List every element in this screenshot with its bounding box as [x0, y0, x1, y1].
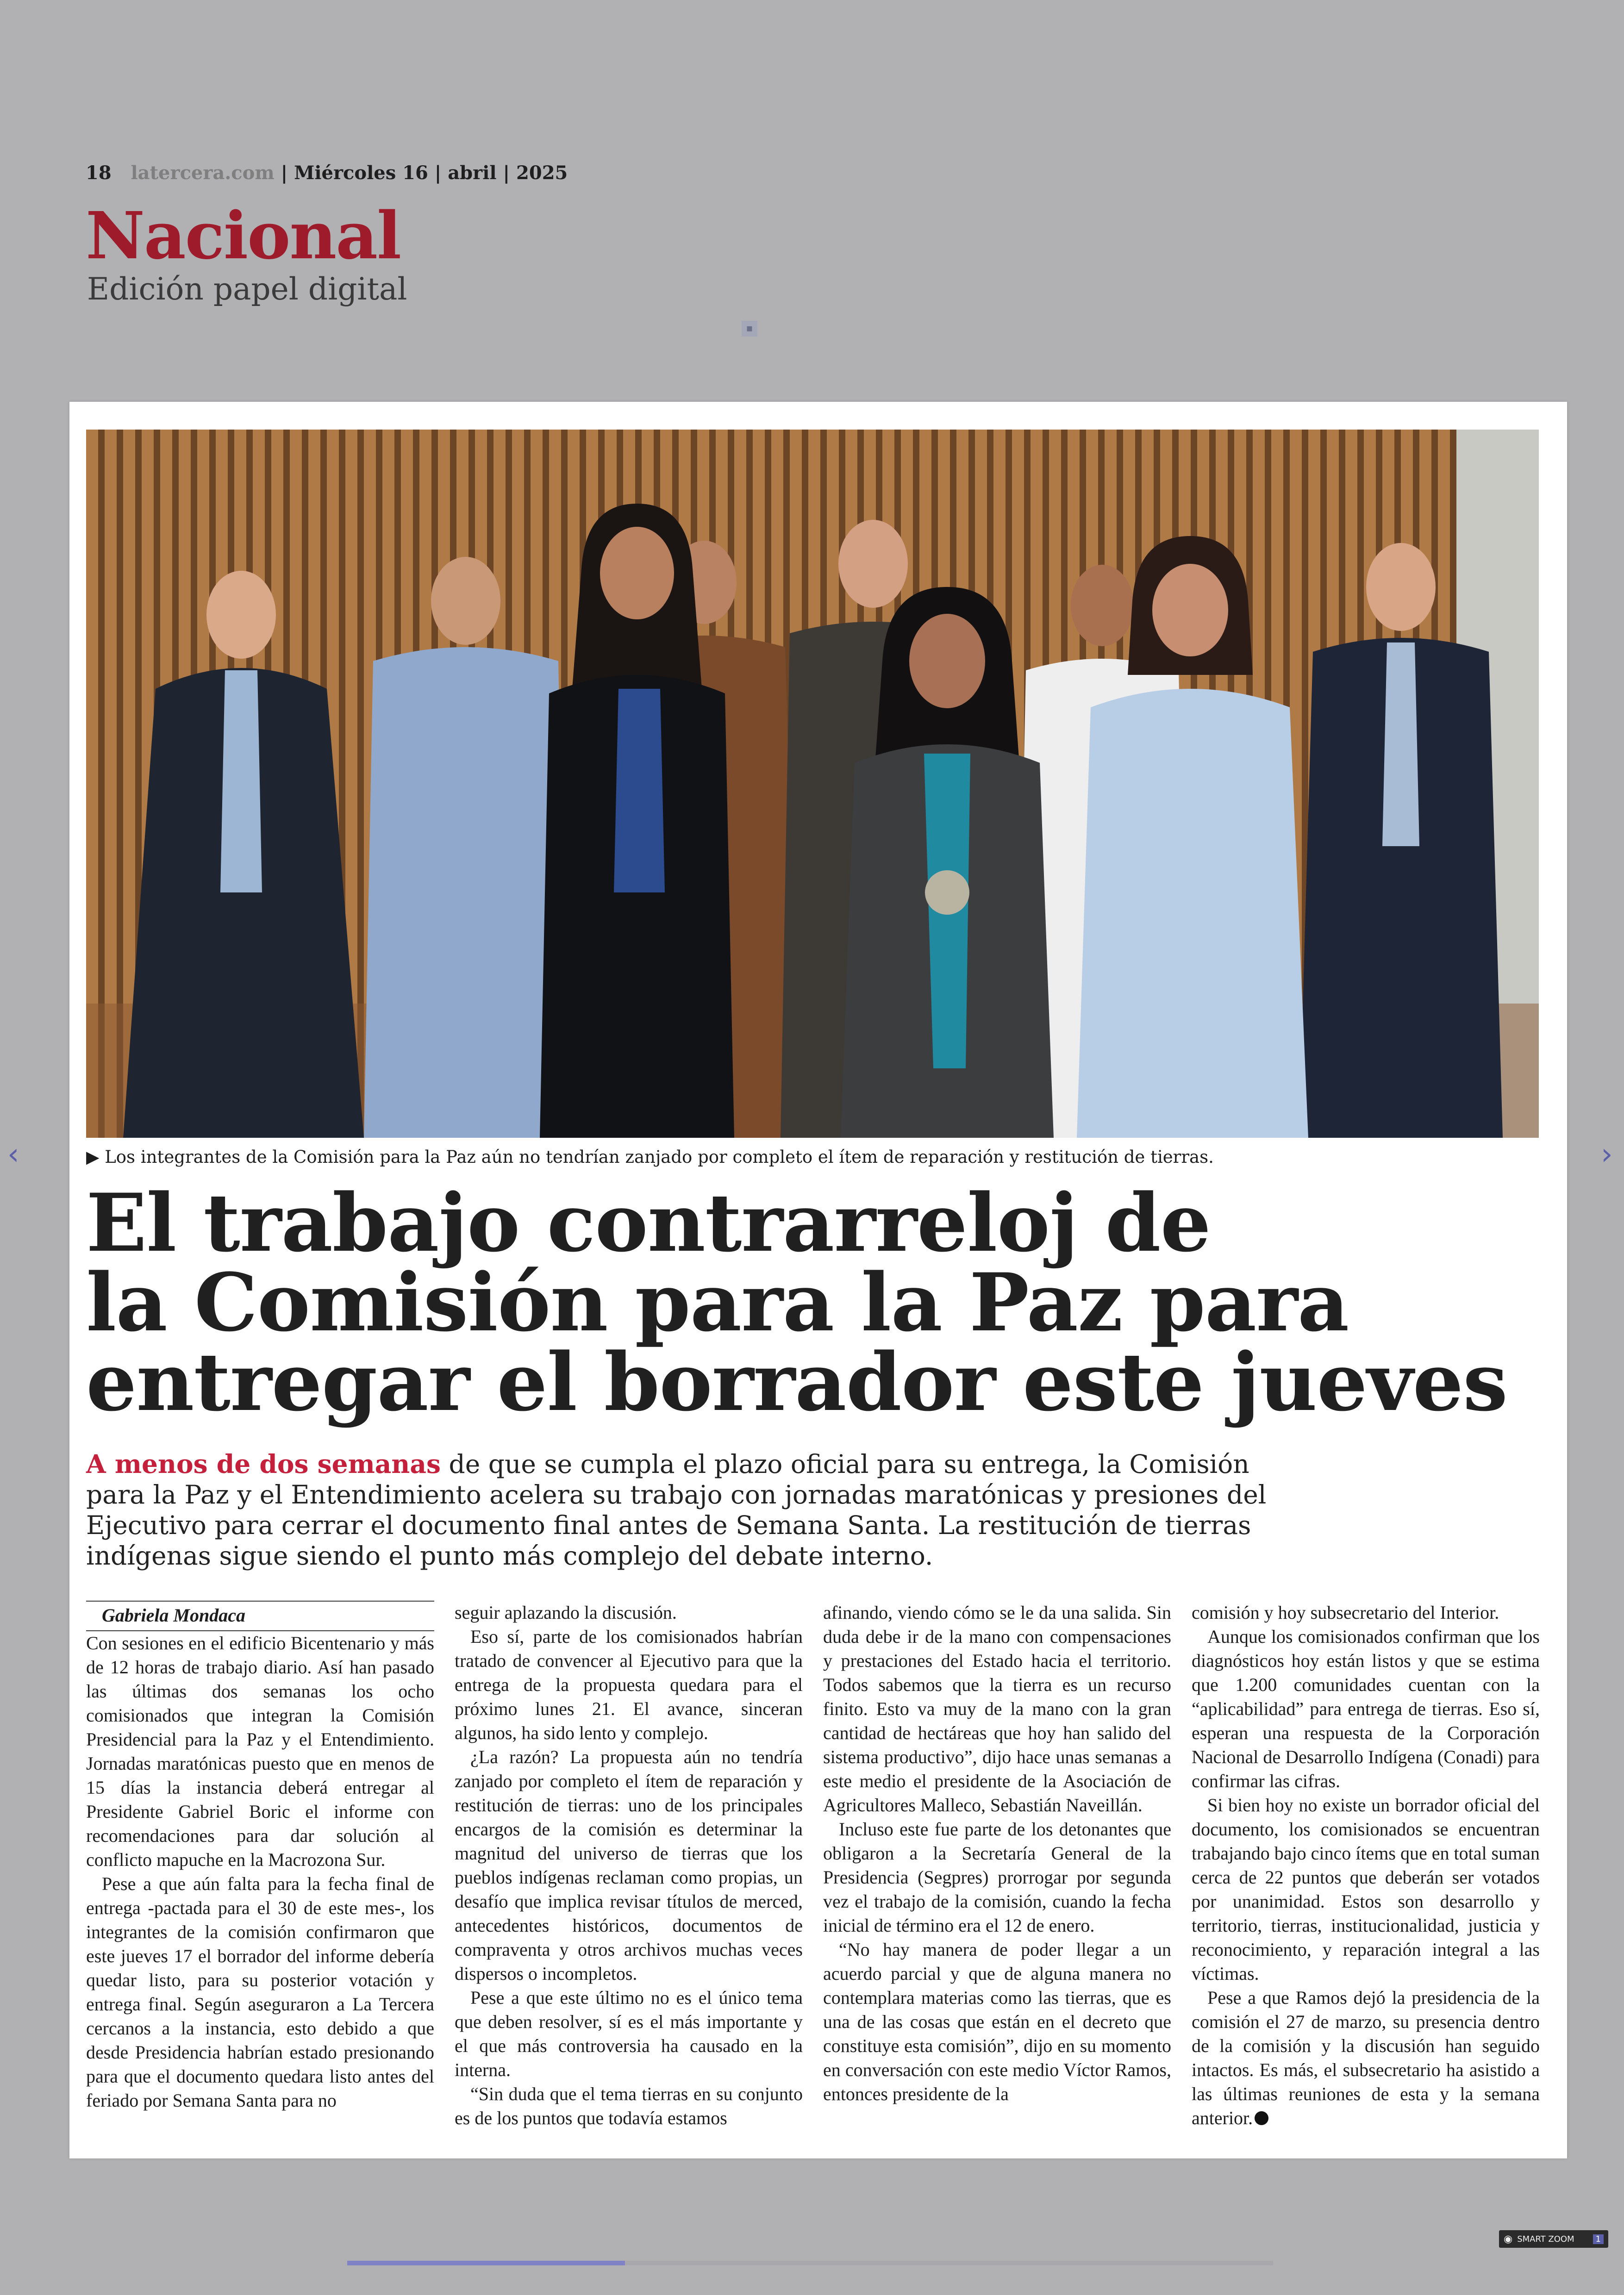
article-column-1 — [86, 1601, 434, 2113]
headline-line: El trabajo contrarreloj de — [86, 1176, 1211, 1270]
lead-text: de que se cumpla el plazo oficial para su entrega, la Comisión para la Paz y el Entendimiento acelera su trabajo con jornadas maratónicas y presiones del Ejecutivo para cerrar el documento final antes de Semana Santa. La restitución de tierras indígenas sigue siendo el punto más complejo del debate interno. — [86, 1449, 1267, 1571]
smart-zoom-button[interactable] — [1499, 2230, 1608, 2248]
end-mark-icon — [1255, 2111, 1268, 2125]
page-scrollbar[interactable] — [347, 2261, 1273, 2265]
body-paragraph: comisión y hoy subsecretario del Interior. — [1192, 1602, 1499, 1623]
date-year: 2025 — [516, 162, 568, 184]
smart-zoom-label: SMART ZOOM — [1517, 2234, 1574, 2244]
body-paragraph: seguir aplazando la discusión. — [455, 1602, 677, 1623]
newspaper-page — [69, 402, 1567, 2158]
page-number: 18 — [86, 162, 112, 184]
lead-kicker: A menos de dos semanas — [86, 1449, 441, 1479]
body-paragraph: Si bien hoy no existe un borrador oficial del documento, los comisionados se encuentran trabajando bajo cinco ítems que en total suman cerca de 22 puntos que deberán ser votados por unanimidad. Estos son desarrollo y territorio, tierras, institucionalidad, justicia y reconocimiento, y reparación integral a las víctimas. — [1192, 1795, 1540, 1984]
body-paragraph: “Sin duda que el tema tierras en su conjunto es de los puntos que todavía estamos — [455, 2083, 803, 2128]
smart-zoom-page: 1 — [1593, 2234, 1604, 2244]
article-column-4 — [1192, 1601, 1540, 2130]
headline-line: entregar el borrador este jueves — [86, 1335, 1507, 1429]
group-photo-illustration — [86, 430, 1539, 1138]
body-paragraph: ¿La razón? La propuesta aún no tendría zanjado por completo el ítem de reparación y restitución de tierras: uno de los principales encargos de la comisión es determinar la magnitud del universo de tierras que los pueblos indígenas reclaman como propias, un desafío que implica revisar títulos de merced, antecedentes históricos, documentos de compraventa y otros archivos muchas veces dispersos o incompletos. — [455, 1746, 803, 1984]
headline-line: la Comisión para la Paz para — [86, 1255, 1349, 1349]
body-paragraph: Pese a que este último no es el único tema que deben resolver, sí es el más importante y el que más controversia ha causado en la interna. — [455, 1987, 803, 2080]
byline: Gabriela Mondaca — [86, 1601, 434, 1631]
body-paragraph: afinando, viendo cómo se le da una salida. Sin duda debe ir de la mano con compensaciones y prestaciones del Estado hacia el territorio. Todos sabemos que la tierra es un recurso finito. Esto va muy de la mano con la gran cantidad de hectáreas que hoy han salido del sistema productivo”, dijo hace unas semanas a este medio el presidente de la Asociación de Agricultores Malleco, Sebastián Naveillán. — [823, 1602, 1171, 1815]
date-weekday: Miércoles 16 — [294, 162, 428, 184]
body-paragraph: Aunque los comisionados confirman que los diagnósticos hoy están listos y que se estima que 1.200 comunidades cuentan con la “aplicabilidad” para entrega de tierras. Eso sí, esperan una respuesta de la Corporación Nacional de Desarrollo Indígena (Conadi) para confirmar las cifras. — [1192, 1626, 1540, 1791]
date-month: abril — [448, 162, 497, 184]
photo-caption: ▶ Los integrantes de la Comisión para la Paz aún no tendrían zanjado por completo el ítem de reparación y restitución de tierras. — [86, 1147, 1214, 1167]
article-photo — [86, 430, 1539, 1138]
edition-subtitle: Edición papel digital — [87, 271, 407, 307]
chevron-left-icon[interactable]: ‹ — [7, 1137, 19, 1172]
body-paragraph — [1192, 1986, 1540, 2130]
body-paragraph: Incluso este fue parte de los detonantes que obligaron a la Secretaría General de la Presidencia (Segpres) prorrogar por segunda vez el trabajo de la comisión, cuando la fecha inicial de término era el 12 de enero. — [823, 1819, 1171, 1936]
article-headline — [86, 1176, 1521, 1429]
scrollbar-thumb[interactable] — [347, 2261, 625, 2265]
section-title: Nacional — [86, 198, 401, 274]
chevron-right-icon[interactable]: › — [1601, 1137, 1613, 1172]
article-lead — [86, 1449, 1308, 1571]
body-paragraph: “No hay manera de poder llegar a un acuerdo parcial y que de alguna manera no contemplara materias como las tierras, que es una de las cosas que están en el decreto que constituye esta comisión”, dijo en su momento en conversación con este medio Víctor Ramos, entonces presidente de la — [823, 1939, 1171, 2104]
site-domain: latercera.com — [131, 162, 275, 184]
page-marker-icon: ▪ — [742, 321, 757, 337]
eye-icon: ◉ — [1504, 2233, 1513, 2245]
body-paragraph: Pese a que aún falta para la fecha final de entrega -pactada para el 30 de este mes-, los integrantes de la comisión confirmaron que este jueves 17 el borrador del informe debería quedar listo, para su posterior votación y entrega final. Según aseguraron a La Tercera cercanos a la instancia, esto debido a que desde Presidencia habrían estado presionando para que el documento quedara listo antes del feriado por Semana Santa para no — [86, 1873, 434, 2111]
body-paragraph: Con sesiones en el edificio Bicentenario y más de 12 horas de trabajo diario. Así han pasado las últimas dos semanas los ocho comisionados que integran la Comisión Presidencial para la Paz y el Entendimiento. Jornadas maratónicas puesto que en menos de 15 días la instancia deberá entregar al Presidente Gabriel Boric el informe con recomendaciones para dar solución al conflicto mapuche en la Macrozona Sur. — [86, 1633, 434, 1870]
body-paragraph-text: Pese a que Ramos dejó la presidencia de la comisión el 27 de marzo, su presencia dentro de la comisión y la discusión han seguido intactos. Es más, el subsecretario ha asistido a las últimas reuniones de esta y la semana anterior. — [1192, 1987, 1540, 2128]
page-header-line: 18 latercera.com | Miércoles 16 | abril | 2025 — [86, 162, 568, 184]
article-column-2 — [455, 1601, 803, 2130]
article-column-3 — [823, 1601, 1171, 2106]
body-paragraph: Eso sí, parte de los comisionados habrían tratado de convencer al Ejecutivo para que la entrega de la propuesta quedara para el próximo lunes 21. El avance, sinceran algunos, ha sido lento y complejo. — [455, 1626, 803, 1743]
